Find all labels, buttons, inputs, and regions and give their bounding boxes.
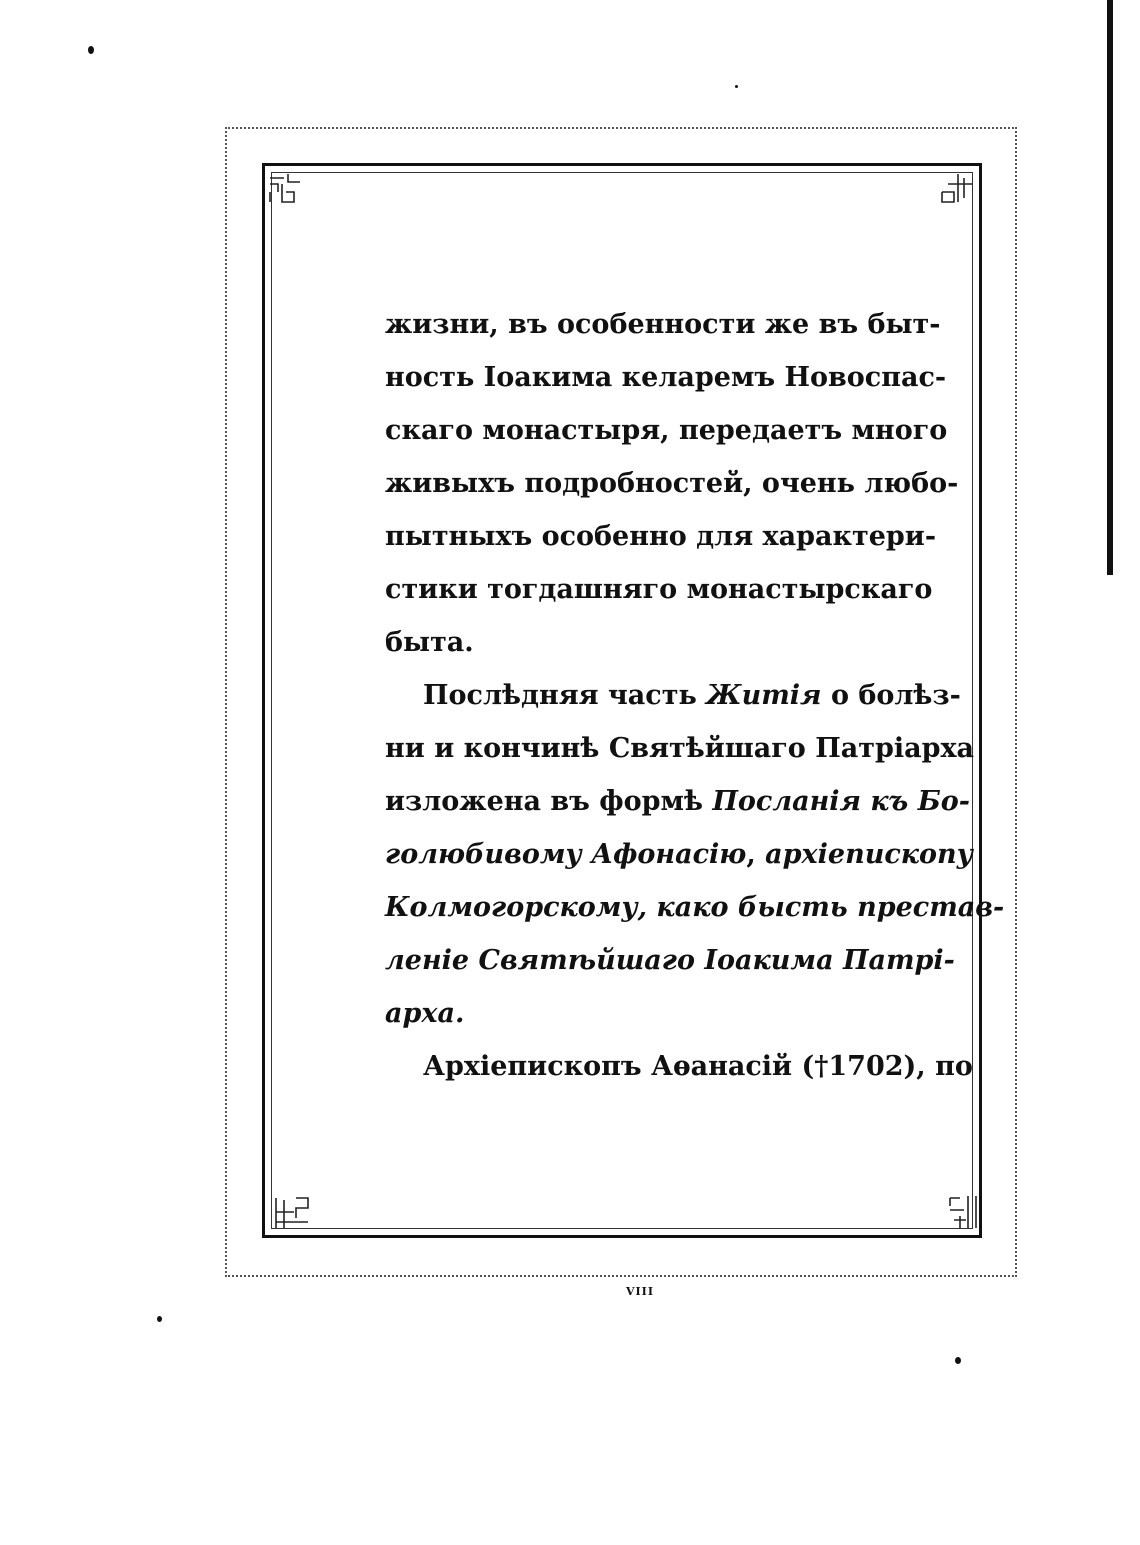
scan-edge-shadow	[1107, 0, 1113, 575]
italic-run: архіепископу	[765, 839, 973, 870]
text-line: живыхъ подробностей, очень любо-	[385, 468, 959, 499]
corner-ornament-icon	[274, 1194, 310, 1230]
text-line: леніе Святѣйшаго Іоакима Патрі-	[385, 945, 955, 976]
text-line: ни и кончинѣ Святѣйшаго Патріарха	[385, 733, 975, 764]
italic-run: Посланія къ Бо-	[712, 786, 970, 817]
paragraph-line	[385, 669, 961, 722]
text-line: пытныхъ особенно для характери-	[385, 521, 937, 552]
text-run: изложена въ формѣ	[385, 786, 713, 817]
text-line: Архіепископъ Аѳанасій (†1702), по	[423, 1051, 973, 1082]
text-run: о болѣз-	[821, 680, 961, 711]
text-run: ,	[746, 839, 766, 870]
scan-speck	[157, 1316, 162, 1322]
text-line: скаго монастыря, передаетъ много	[385, 415, 948, 446]
text-line: стики тогдашняго монастырскаго	[385, 574, 933, 605]
paragraph-line	[385, 775, 970, 828]
text-line: ность Іоакима келаремъ Новоспас-	[385, 362, 947, 393]
italic-run: Житія	[706, 680, 822, 711]
corner-ornament-icon	[946, 1194, 982, 1230]
corner-ornament-icon	[938, 172, 974, 208]
scan-speck	[955, 1357, 961, 1364]
scan-speck	[88, 46, 94, 54]
paragraph-line	[385, 828, 973, 881]
text-line: арха.	[385, 998, 465, 1029]
body-text	[385, 298, 1005, 1093]
scan-speck	[735, 85, 738, 88]
text-line: жизни, въ особенности же въ быт-	[385, 309, 941, 340]
text-run: Послѣдняя часть	[423, 680, 707, 711]
page-number: VIII	[626, 1285, 654, 1298]
text-line: Колмогорскому, како бысть престав-	[385, 892, 1005, 923]
italic-run: голюбивому Афонасію	[385, 839, 747, 870]
text-line: быта.	[385, 627, 474, 658]
corner-ornament-icon	[268, 172, 304, 208]
